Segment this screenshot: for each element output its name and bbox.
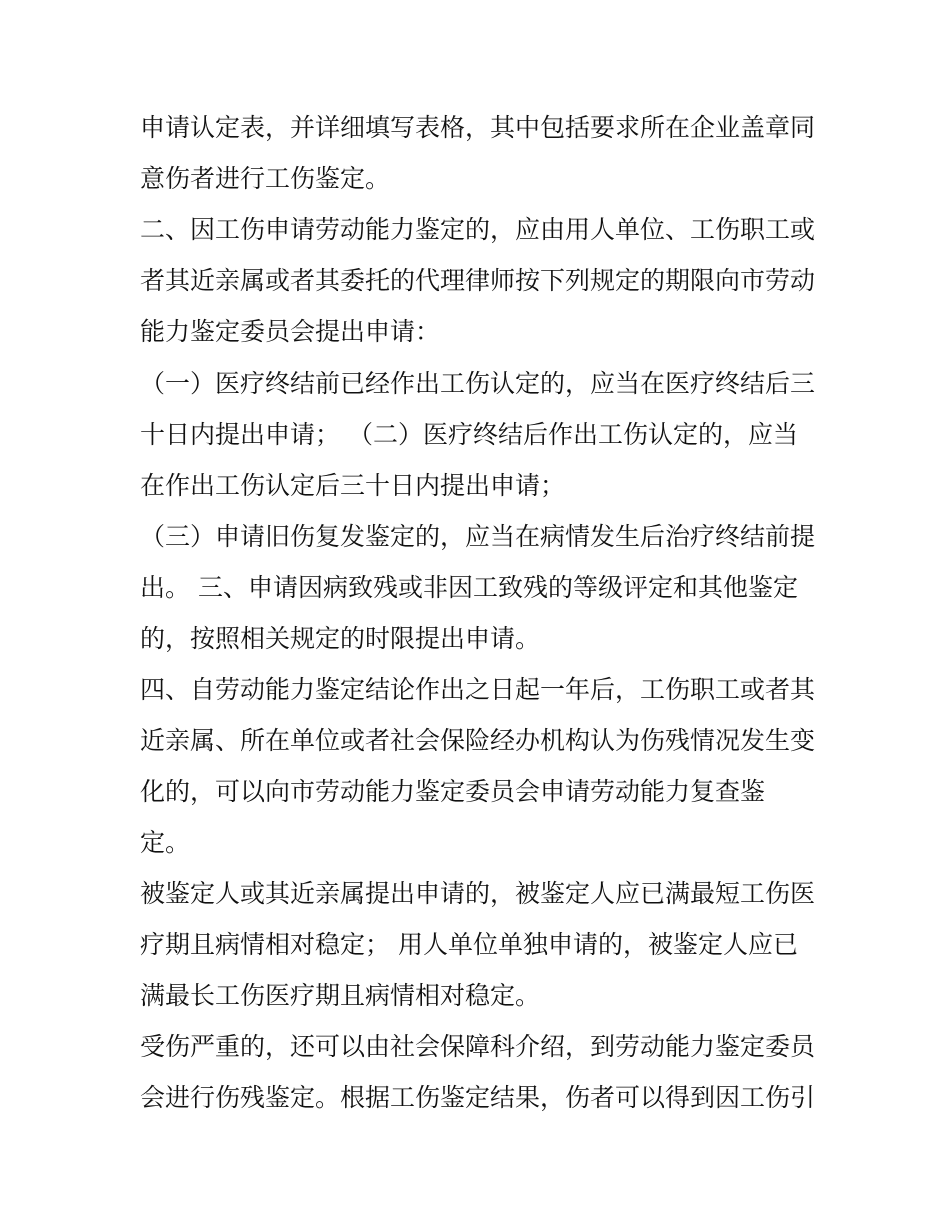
- text-line: 满最长工伤医疗期且病情相对稳定。: [140, 981, 541, 1010]
- text-line: 二、因工伤申请劳动能力鉴定的，应由用人单位、工伤职工或: [140, 215, 816, 244]
- text-line: 四、自劳动能力鉴定结论作出之日起一年后，工伤职工或者其: [140, 675, 816, 704]
- text-line: 受伤严重的，还可以由社会保障科介绍，到劳动能力鉴定委员: [140, 1032, 816, 1061]
- text-line: 十日内提出申请； （二）医疗终结后作出工伤认定的，应当: [140, 420, 798, 449]
- text-line: 化的，可以向市劳动能力鉴定委员会申请劳动能力复查鉴: [140, 777, 766, 806]
- text-line: 的，按照相关规定的时限提出申请。: [140, 624, 541, 653]
- text-line: 被鉴定人或其近亲属提出申请的，被鉴定人应已满最短工伤医: [140, 879, 816, 908]
- text-line: 出。 三、申请因病致残或非因工致残的等级评定和其他鉴定: [140, 573, 798, 602]
- text-line: （三）申请旧伤复发鉴定的，应当在病情发生后治疗终结前提: [140, 522, 816, 551]
- text-line: 能力鉴定委员会提出申请：: [140, 317, 441, 346]
- text-line: 近亲属、所在单位或者社会保险经办机构认为伤残情况发生变: [140, 726, 816, 755]
- text-line: 在作出工伤认定后三十日内提出申请；: [140, 471, 566, 500]
- text-line: 申请认定表，并详细填写表格，其中包括要求所在企业盖章同: [140, 113, 816, 142]
- text-line: 疗期且病情相对稳定； 用人单位单独申请的，被鉴定人应已: [140, 930, 798, 959]
- text-line: 会进行伤残鉴定。根据工伤鉴定结果，伤者可以得到因工伤引: [140, 1083, 816, 1112]
- text-line: 定。: [140, 828, 191, 857]
- text-line: 者其近亲属或者其委托的代理律师按下列规定的期限向市劳动: [140, 266, 816, 295]
- text-line: （一）医疗终结前已经作出工伤认定的，应当在医疗终结后三: [140, 369, 816, 398]
- text-line: 意伤者进行工伤鉴定。: [140, 164, 391, 193]
